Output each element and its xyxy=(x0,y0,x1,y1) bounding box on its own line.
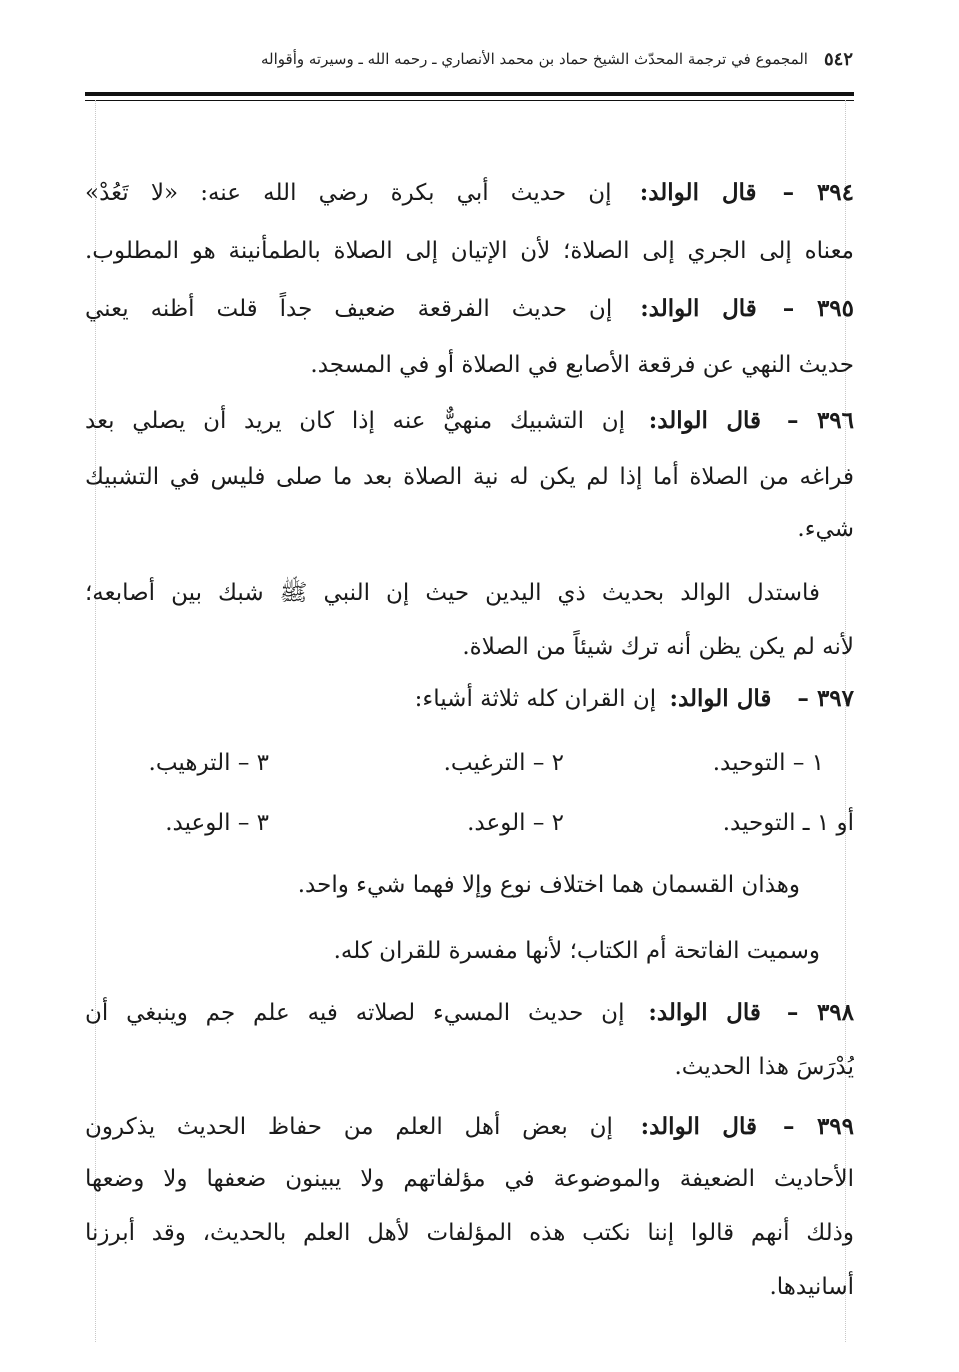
running-title: المجموع في ترجمة المحدّث الشيخ حماد بن محمد الأنصاري ـ رحمه الله ـ وسيرته وأقواله xyxy=(261,50,808,68)
entry-lead: قال الوالد: xyxy=(648,999,761,1026)
paragraph-line xyxy=(85,624,854,670)
entry-text: إن بعض أهل العلم من حفاظ الحديث يذكرون xyxy=(85,1114,613,1140)
entry-text: وذلك أنهم قالوا إننا نكتب هذه المؤلفات لأهل العلم بالحديث، وقد أبرزنا xyxy=(85,1220,854,1246)
entry-text: إن حديث أبي بكرة رضي الله عنه: «لا تَعُدْ» xyxy=(85,180,612,206)
paragraph-line xyxy=(85,1156,854,1202)
list-item: ٢ – الوعد. xyxy=(467,810,564,836)
entry-text: فراغه من الصلاة أما إذا لم يكن له نية الصلاة بعد ما صلى فليس في التشبيك xyxy=(85,464,854,490)
paragraph-line xyxy=(85,1104,854,1150)
entry-lead: قال الوالد: xyxy=(640,1113,757,1140)
entry-text: يُدْرَسَ هذا الحديث. xyxy=(674,1054,854,1080)
entry-text: إن حديث المسيء لصلاته فيه علم جم وينبغي أن xyxy=(85,1000,625,1026)
entry-lead: قال الوالد: xyxy=(669,685,772,712)
entry-text: حديث النهي عن فرقعة الأصابع في الصلاة أو في المسجد. xyxy=(310,352,854,378)
paragraph-line xyxy=(85,228,854,274)
entry-lead: قال الوالد: xyxy=(648,407,762,434)
paragraph-line xyxy=(85,342,854,388)
paragraph-line xyxy=(85,170,854,216)
entry-text: شيء. xyxy=(797,516,854,542)
entry-text: لأنه لم يكن يظن أنه ترك شيئاً من الصلاة. xyxy=(462,634,854,660)
header-rule-thin xyxy=(85,100,854,101)
entry-number: ٣٩٨ – xyxy=(786,999,854,1026)
paragraph-line xyxy=(85,862,800,908)
entry-text: إن القران كله ثلاثة أشياء: xyxy=(414,686,657,712)
header-rule-thick xyxy=(85,92,854,96)
paragraph-line xyxy=(85,676,854,722)
entry-lead: قال الوالد: xyxy=(640,295,757,322)
paragraph-line xyxy=(85,398,854,444)
paragraph-line xyxy=(85,286,854,332)
entry-number: ٣٩٥ – xyxy=(782,295,854,322)
entry-text: وهذان القسمان هما اختلاف نوع وإلا فهما شيء واحد. xyxy=(297,872,800,898)
entry-lead: قال الوالد: xyxy=(639,179,757,206)
entry-text: أسانيدها. xyxy=(769,1274,854,1300)
page-number: ٥٤٢ xyxy=(823,48,853,70)
entry-number: ٣٩٦ – xyxy=(787,407,854,434)
paragraph-line xyxy=(85,454,854,500)
list-item: ٣ – الوعيد. xyxy=(165,810,269,836)
list-row xyxy=(85,800,854,846)
entry-text: وسميت الفاتحة أم الكتاب؛ لأنها مفسرة للقران كله. xyxy=(333,938,820,964)
paragraph-line xyxy=(85,506,854,552)
paragraph-line xyxy=(85,1044,854,1090)
entry-text: الأحاديث الضعيفة والموضوعة في مؤلفاتهم ولا يبينون ضعفها ولا وضعها xyxy=(85,1166,854,1192)
entry-number: ٣٩٩ – xyxy=(783,1113,854,1140)
paragraph-line xyxy=(85,1210,854,1256)
list-item: ٣ – الترهيب. xyxy=(148,750,269,776)
list-item: أو ١ ـ التوحيد. xyxy=(722,810,854,836)
entry-number: ٣٩٧ – xyxy=(797,685,854,712)
entry-text: معناه إلى الجري إلى الصلاة؛ لأن الإتيان إلى الصلاة بالطمأنينة هو المطلوب. xyxy=(85,238,854,264)
list-item: ٢ – الترغيب. xyxy=(443,750,564,776)
entry-text: إن حديث الفرقعة ضعيف جداً قلت أظنه يعني xyxy=(85,296,613,322)
entry-text: إن التشبيك منهيٌّ عنه إذا كان يريد أن يصلي بعد xyxy=(85,408,626,434)
paragraph-line xyxy=(85,570,820,616)
list-row xyxy=(85,740,854,786)
paragraph-line xyxy=(85,990,854,1036)
entry-number: ٣٩٤ – xyxy=(782,179,854,206)
list-item: ١ – التوحيد. xyxy=(712,750,824,776)
entry-text: فاستدل الوالد بحديث ذي اليدين حيث إن النبي ﷺ شبك بين أصابعه؛ xyxy=(85,580,820,606)
running-header xyxy=(175,44,853,74)
paragraph-line xyxy=(85,1264,854,1310)
paragraph-line xyxy=(85,928,820,974)
